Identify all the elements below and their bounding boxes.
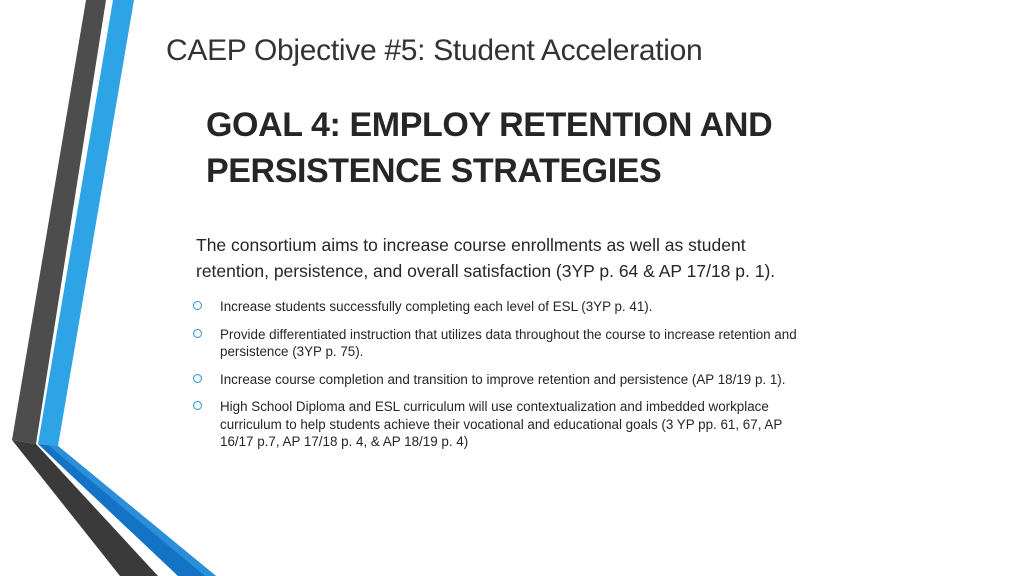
circle-bullet-icon [193, 374, 202, 383]
goal-heading [206, 102, 846, 194]
bullet-text: Increase students successfully completing each level of ESL (3YP p. 41). [220, 299, 653, 314]
list-item [190, 326, 880, 361]
slide-title: CAEP Objective #5: Student Acceleration [166, 34, 703, 67]
bullet-text: Provide differentiated instruction that utilizes data throughout the course to increase retention and [220, 326, 797, 342]
bullet-list [190, 298, 880, 461]
list-item [190, 298, 880, 316]
intro-line-1: The consortium aims to increase course enrollments as well as student [196, 235, 746, 255]
goal-heading-line-1: GOAL 4: EMPLOY RETENTION AND [206, 106, 773, 144]
bullet-text: persistence (3YP p. 75). [220, 344, 364, 359]
intro-paragraph [196, 232, 876, 284]
bullet-text: 16/17 p.7, AP 17/18 p. 4, & AP 18/19 p. 4) [220, 434, 469, 449]
bullet-text: Increase course completion and transition to improve retention and persistence (AP 18/19 p. 1). [220, 371, 786, 387]
bullet-text: High School Diploma and ESL curriculum will use contextualization and imbedded workplace [220, 399, 769, 414]
bullet-text: curriculum to help students achieve their vocational and educational goals (3 YP pp. 61, 67, AP [220, 416, 783, 432]
circle-bullet-icon [193, 301, 202, 310]
list-item [190, 371, 880, 389]
circle-bullet-icon [193, 401, 202, 410]
dark-diagonal-stripe [12, 440, 158, 576]
intro-line-2: retention, persistence, and overall satisfaction (3YP p. 64 & AP 17/18 p. 1). [196, 261, 776, 281]
list-item [190, 398, 880, 451]
goal-heading-line-2: PERSISTENCE STRATEGIES [206, 152, 662, 190]
circle-bullet-icon [193, 329, 202, 338]
